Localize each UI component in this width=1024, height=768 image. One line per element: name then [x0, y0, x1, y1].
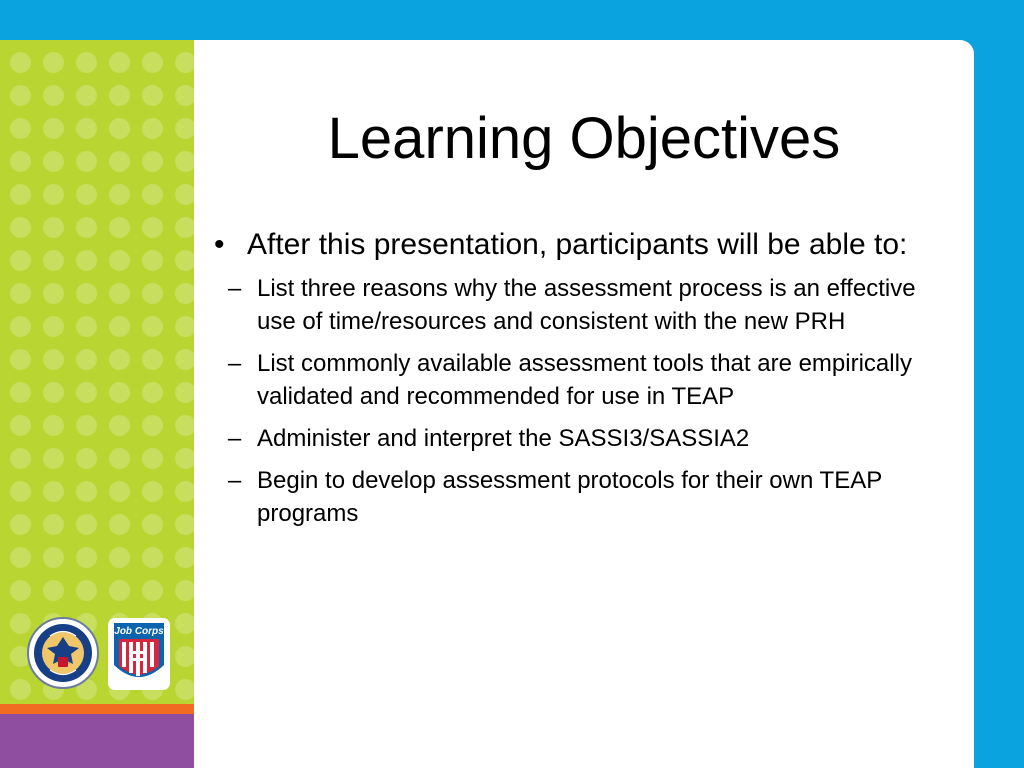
- objectives-intro-text: After this presentation, participants will be able to:: [247, 228, 908, 261]
- objective-text: List three reasons why the assessment process is an effective use of time/resources and consistent with the new PRH: [257, 275, 916, 335]
- objectives-sublist: [212, 272, 960, 530]
- dash-marker: –: [227, 425, 242, 452]
- list-item: [212, 347, 960, 413]
- bullet-marker: •: [214, 228, 225, 261]
- list-item: [212, 464, 960, 530]
- objectives-intro: [212, 226, 960, 264]
- orange-stripe: [0, 704, 194, 714]
- dash-marker: –: [227, 467, 242, 494]
- job-corps-logo-icon: [108, 618, 170, 690]
- objectives-list: [212, 226, 960, 539]
- objective-text: List commonly available assessment tools that are empirically validated and recommended for use in TEAP: [257, 350, 912, 410]
- department-of-labor-seal-icon: [26, 616, 100, 690]
- dash-marker: –: [227, 275, 242, 302]
- objectives-intro-item: [212, 226, 960, 530]
- list-item: [212, 422, 960, 455]
- slide-title: Learning Objectives: [327, 106, 841, 171]
- objective-text: Administer and interpret the SASSI3/SASSIA2: [257, 425, 750, 452]
- objective-text: Begin to develop assessment protocols for their own TEAP programs: [257, 467, 882, 527]
- slide-content-panel: [194, 40, 974, 768]
- dash-marker: –: [227, 350, 242, 377]
- svg-text:Job Corps: Job Corps: [114, 626, 164, 637]
- list-item: [212, 272, 960, 338]
- purple-stripe: [0, 714, 194, 768]
